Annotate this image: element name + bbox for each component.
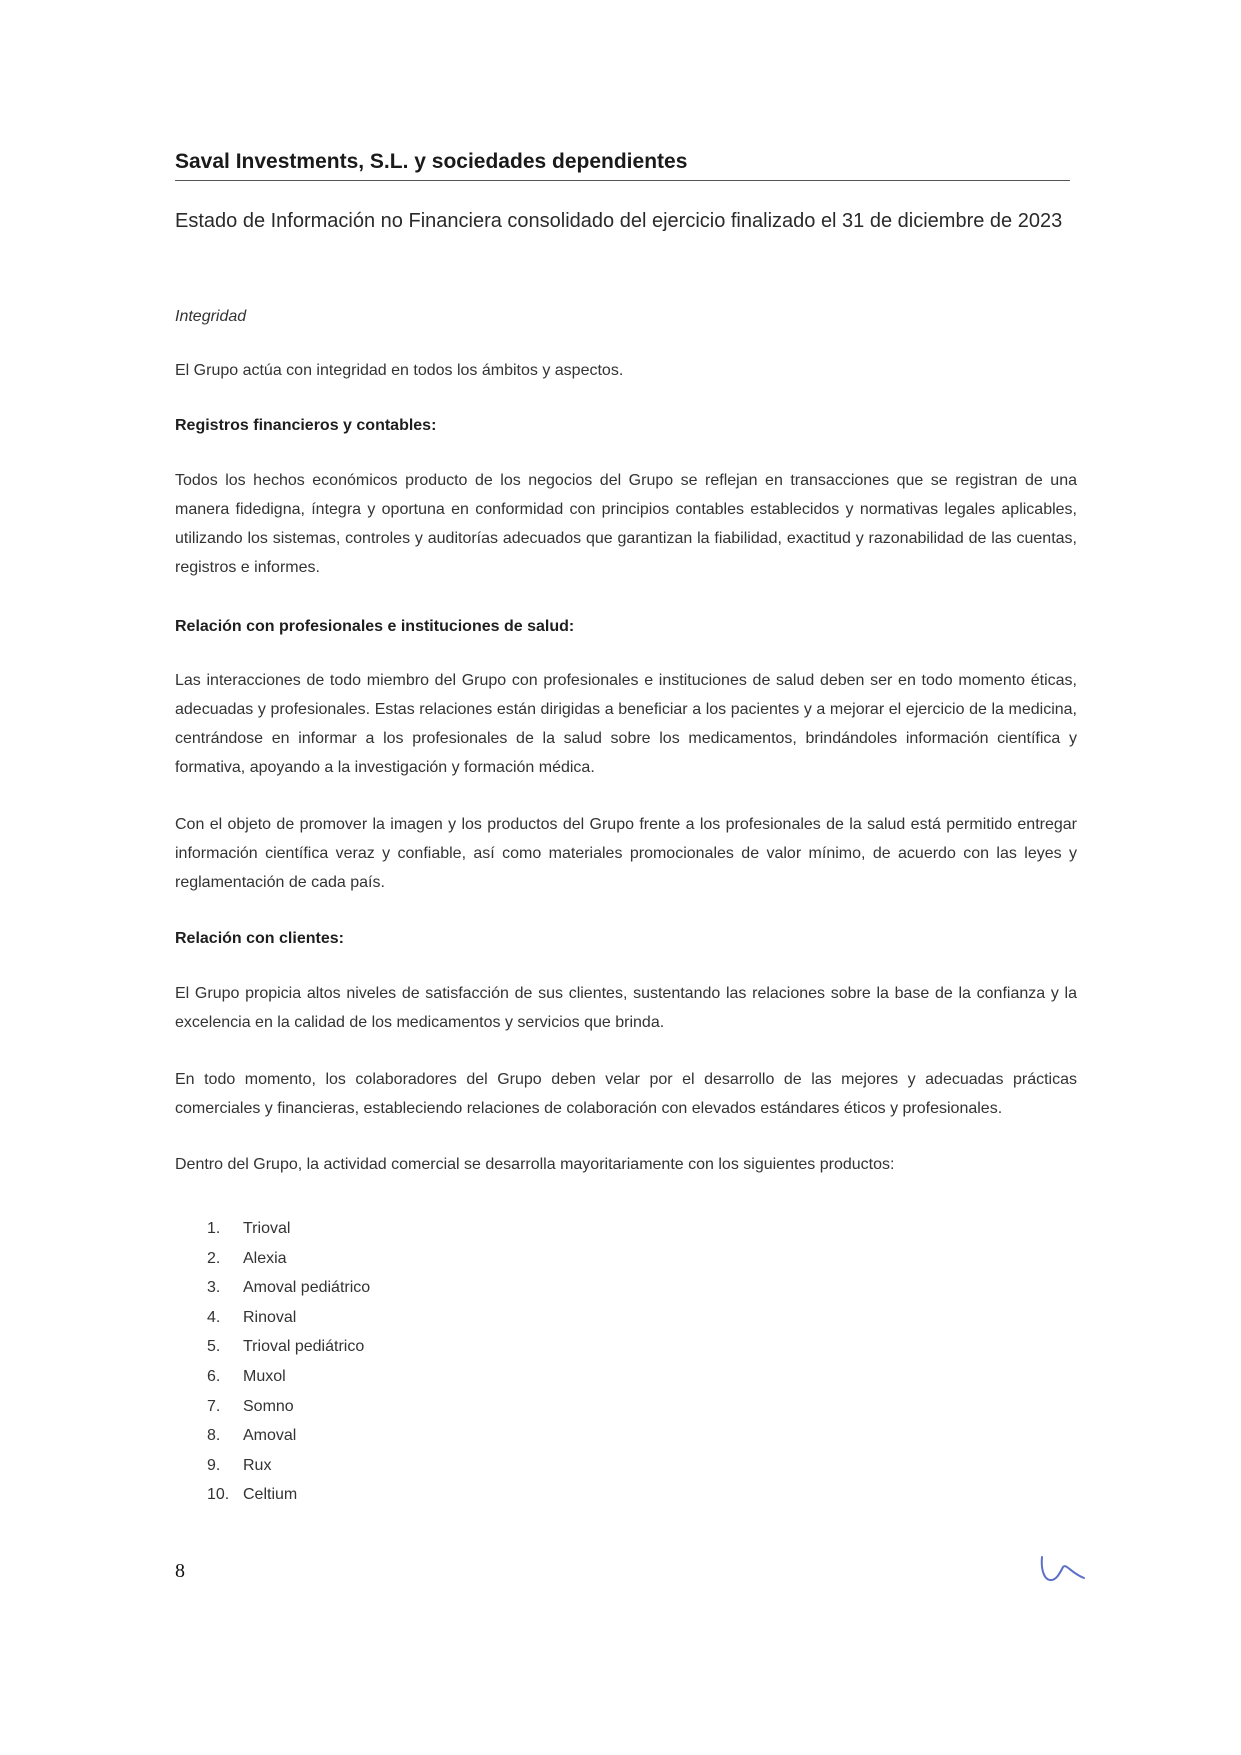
list-item-label: Somno [243,1397,294,1415]
health-heading: Relación con profesionales e instituciones de salud: [175,618,575,635]
clients-text-1: El Grupo propicia altos niveles de satisfacción de sus clientes, sustentando las relaciones sobre la base de la confianza y la excelencia en la calidad de los medicamentos y servicios que brinda. [175,985,1077,1031]
products-intro: Dentro del Grupo, la actividad comercial se desarrolla mayoritariamente con los siguientes productos: [175,1156,895,1173]
signature-initial-icon [1038,1553,1088,1587]
list-item [207,1421,370,1451]
page-number: 8 [175,1560,185,1582]
list-item-number: 5. [207,1338,221,1356]
financial-text: Todos los hechos económicos producto de los negocios del Grupo se reflejan en transacciones que se registran de una manera fidedigna, íntegra y oportuna en conformidad con principios contables establecidos y normativas legales aplicables, utilizando los sistemas, controles y auditorías adecuados que garantizan la fiabilidad, exactitud y razonabilidad de las cuentas, registros e informes. [175,472,1077,576]
list-item [207,1214,370,1244]
clients-heading: Relación con clientes: [175,930,344,947]
list-item [207,1480,370,1510]
list-item-number: 8. [207,1427,221,1445]
list-item-number: 2. [207,1249,221,1267]
company-name: Saval Investments, S.L. y sociedades dependientes [175,150,1070,181]
list-item [207,1392,370,1422]
list-item-label: Trioval [243,1220,291,1237]
list-item [207,1273,370,1303]
list-item-number: 4. [207,1308,221,1326]
list-item-number: 9. [207,1456,221,1474]
list-item-number: 1. [207,1220,221,1237]
list-item [207,1244,370,1274]
list-item [207,1332,370,1362]
list-item-label: Celtium [243,1486,298,1504]
list-item-number: 7. [207,1397,221,1415]
list-item-number: 6. [207,1367,221,1385]
list-item [207,1451,370,1481]
list-item-label: Amoval [243,1427,297,1445]
clients-text-2: En todo momento, los colaboradores del Grupo deben velar por el desarrollo de las mejores y adecuadas prácticas comerciales y financieras, estableciendo relaciones de colaboración con elevados estándares éticos y profesionales. [175,1071,1077,1117]
list-item-label: Trioval pediátrico [243,1338,365,1356]
document-subtitle: Estado de Información no Financiera consolidado del ejercicio finalizado el 31 de diciembre de 2023 [175,210,1063,232]
list-item [207,1303,370,1333]
list-item-label: Rux [243,1456,272,1474]
list-item-number: 10. [207,1486,230,1504]
health-text-1: Las interacciones de todo miembro del Grupo con profesionales e instituciones de salud deben ser en todo momento éticas, adecuadas y profesionales. Estas relaciones están dirigidas a beneficiar a los pacientes y a mejorar el ejercicio de la medicina, centrándose en informar a los profesionales de la salud sobre los medicamentos, brindándoles información científica y formativa, apoyando a la investigación y formación médica. [175,672,1077,776]
integrity-title: Integridad [175,308,247,325]
integrity-text: El Grupo actúa con integridad en todos los ámbitos y aspectos. [175,362,624,379]
list-item-label: Alexia [243,1249,287,1267]
financial-heading: Registros financieros y contables: [175,417,437,434]
list-item-label: Muxol [243,1367,286,1385]
product-list [207,1214,370,1510]
list-item-label: Amoval pediátrico [243,1279,371,1297]
list-item-number: 3. [207,1279,221,1297]
list-item [207,1362,370,1392]
list-item-label: Rinoval [243,1308,297,1326]
health-text-2: Con el objeto de promover la imagen y los productos del Grupo frente a los profesionales de la salud está permitido entregar información científica veraz y confiable, así como materiales promocionales de valor mínimo, de acuerdo con las leyes y reglamentación de cada país. [175,816,1077,891]
